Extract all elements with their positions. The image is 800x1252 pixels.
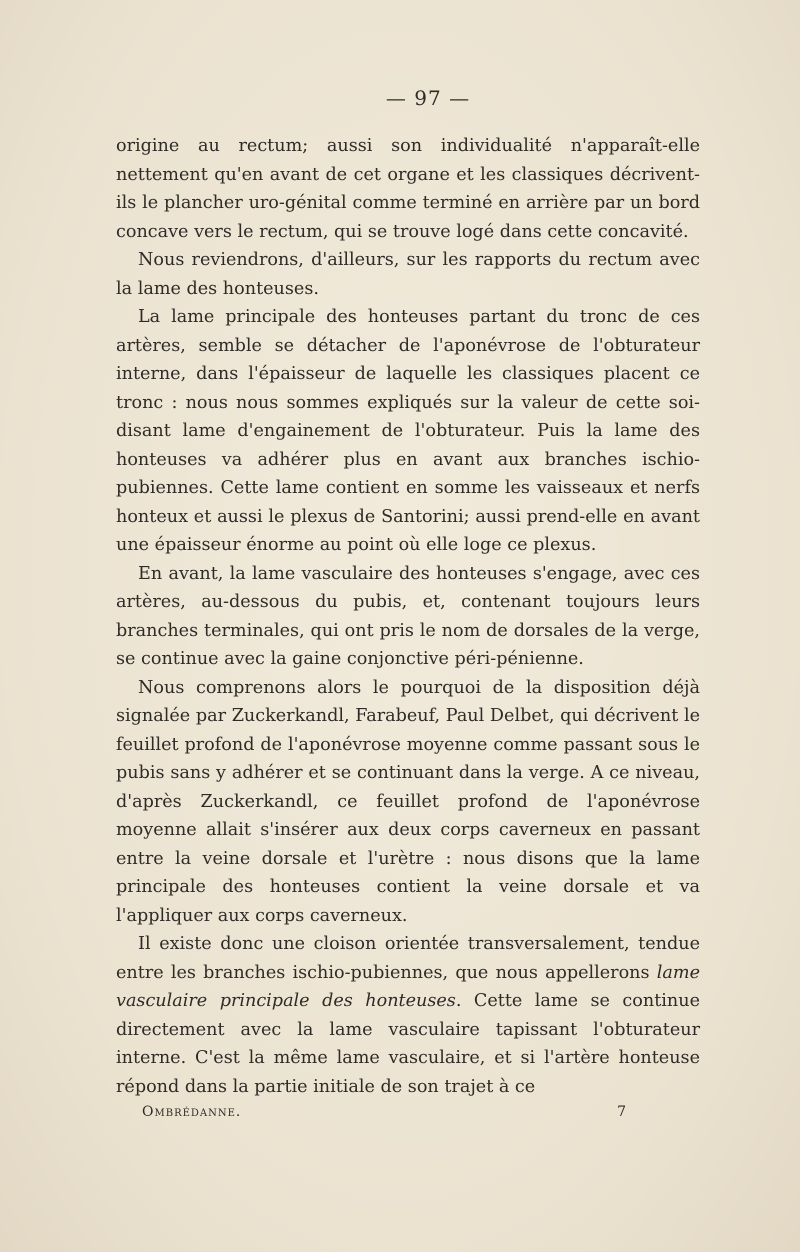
italic-term: lame vasculaire principale des honteuses <box>116 962 700 1011</box>
page-footer <box>116 1103 700 1121</box>
paragraph-5: Nous comprenons alors le pourquoi de la disposition déjà signalée par Zuckerkandl, Farabeuf, Paul Delbet, qui décrivent le feuillet profond de l'aponévrose moyenne comme passant sous le pubis sans y adhérer et se continuant dans la verge. A ce niveau, d'après Zuckerkandl, ce feuillet profond de l'aponévrose moyenne allait s'insérer aux deux corps caverneux en passant entre la veine dorsale et l'urètre : nous disons que la lame principale des honteuses contient la veine dorsale et va l'appliquer aux corps caverneux. <box>116 677 700 926</box>
paragraph-1: origine au rectum; aussi son individualité n'apparaît-elle nettement qu'en avant de cet organe et les classiques décrivent-ils le plancher uro-génital comme terminé en arrière par un bord concave vers le rectum, qui se trouve logé dans cette concavité. <box>116 136 700 242</box>
paragraph-6-after: . Cette lame se continue directement avec la lame vasculaire tapissant l'obturateur interne. C'est la même lame vasculaire, et si l'artère honteuse répond dans la partie initiale de son trajet à ce <box>116 991 700 1097</box>
paragraph-6-before: Il existe donc une cloison orientée transversalement, tendue entre les branches ischio-pubiennes, que nous appellerons <box>116 934 700 983</box>
paragraph-3: La lame principale des honteuses partant du tronc de ces artères, semble se détacher de l'aponévrose de l'obturateur interne, dans l'épaisseur de laquelle les classiques placent ce tronc : nous nous sommes expliqués sur la valeur de cette soi-disant lame d'engainement de l'obturateur. Puis la lame des honteuses va adhérer plus en avant aux branches ischio-pubiennes. Cette lame contient en somme les vaisseaux et nerfs honteux et aussi le plexus de Santorini; aussi prend-elle en avant une épaisseur énorme au point où elle loge ce plexus. <box>116 307 700 555</box>
paragraph-6 <box>116 930 700 1101</box>
paragraph-4: En avant, la lame vasculaire des honteuses s'engage, avec ces artères, au-dessous du pubis, et, contenant toujours leurs branches terminales, qui ont pris le nom de dorsales de la verge, se continue avec la gaine conjonctive péri-pénienne. <box>116 563 700 669</box>
body-text <box>116 132 700 1101</box>
page-number: — 97 — <box>385 86 471 110</box>
footer-author: Ombrédanne. <box>142 1104 242 1120</box>
paragraph-2: Nous reviendrons, d'ailleurs, sur les rapports du rectum avec la lame des honteuses. <box>116 250 700 299</box>
document-page <box>116 86 700 1121</box>
signature-mark: 7 <box>617 1104 626 1120</box>
